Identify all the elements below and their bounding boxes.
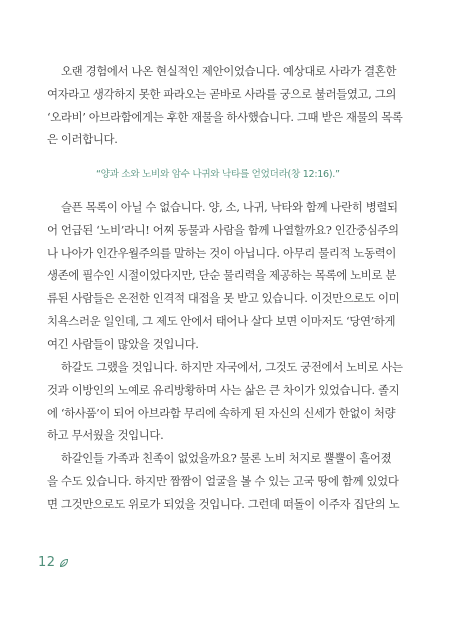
text-line: 생존에 필수인 시절이었다지만, 단순 물리력을 제공하는 목록에 노비로 분 [47, 268, 397, 283]
page-folio [38, 555, 69, 570]
text-line: 여자라고 생각하지 못한 파라오는 곧바로 사라를 궁으로 불러들였고, 그의 [47, 86, 397, 101]
text-line: 을 수도 있습니다. 하지만 짬짬이 얼굴을 볼 수 있는 고국 땅에 함께 있었다 [47, 473, 399, 488]
scripture-quote: “양과 소와 노비와 암수 나귀와 낙타를 얻었더라(창 12:16).” [96, 169, 340, 180]
leaf-icon [59, 558, 69, 568]
text-line: 치욕스러운 일인데, 그 제도 안에서 태어나 살다 보면 이마저도 ‘당연’하게 [47, 313, 396, 328]
paragraph-2 [47, 196, 421, 356]
text-line: 은 이러합니다. [47, 132, 118, 147]
paragraph-1 [47, 60, 421, 151]
text-line: 하갈인들 가족과 친족이 없었을까요? 물론 노비 처지로 뿔뿔이 흩어졌 [61, 451, 392, 465]
text-line: 하갈도 그랬을 것입니다. 하지만 자국에서, 그것도 궁전에서 노비로 사는 [61, 360, 403, 374]
page-number: 12 [38, 555, 56, 570]
text-line: 여긴 사람들이 많았을 것입니다. [47, 336, 199, 351]
text-line: 류된 사람들은 온전한 인격적 대접을 못 받고 있습니다. 이것만으로도 이미 [47, 291, 400, 306]
text-line: 어 언급된 ‘노비’라니! 어찌 동물과 사람을 함께 나열할까요? 인간중심주의 [47, 222, 399, 237]
text-line: 하고 무서웠을 것입니다. [47, 428, 164, 443]
text-line: ‘오라비’ 아브라함에게는 후한 재물을 하사했습니다. 그때 받은 재물의 목록 [47, 109, 403, 124]
paragraph-3 [47, 356, 421, 447]
text-line: 에 ‘하사품’이 되어 아브라함 무리에 속하게 된 자신의 신세가 한없이 처량 [47, 405, 396, 420]
text-line: 슬픈 목록이 아닐 수 없습니다. 양, 소, 나귀, 낙타와 함께 나란히 병렬되 [61, 200, 398, 214]
text-line: 면 그것만으로도 위로가 되었을 것입니다. 그런데 떠돌이 이주자 집단의 노 [47, 496, 400, 511]
text-line: 것과 이방인의 노예로 유리방황하며 사는 삶은 큰 차이가 있었습니다. 졸지 [47, 382, 400, 397]
text-line: 나 나아가 인간우월주의를 말하는 것이 아닙니다. 아무리 물리적 노동력이 [47, 245, 397, 260]
paragraph-4 [47, 447, 421, 515]
text-line: 오랜 경험에서 나온 현실적인 제안이었습니다. 예상대로 사라가 결혼한 [61, 64, 397, 78]
